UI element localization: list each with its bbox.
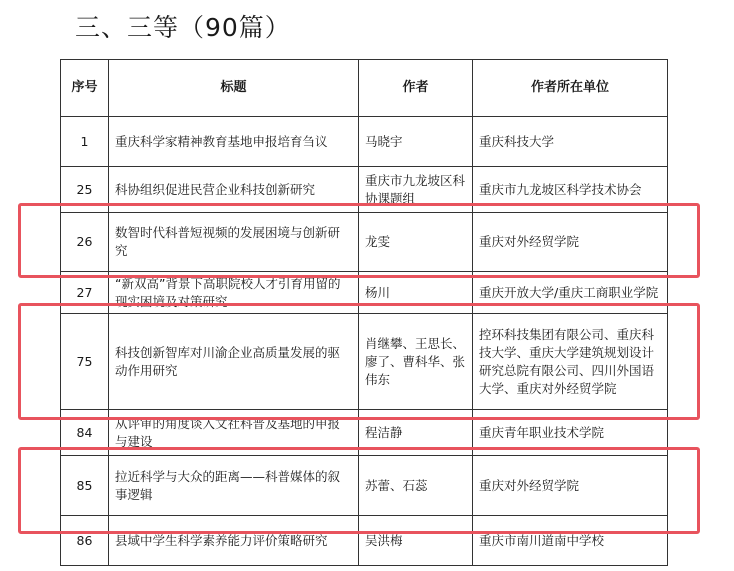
awards-table bbox=[60, 59, 668, 566]
header-title: 标题 bbox=[109, 60, 359, 117]
row-title: 科技创新智库对川渝企业高质量发展的驱动作用研究 bbox=[115, 344, 341, 378]
row-title: “新双高”背景下高职院校人才引育用留的现实困境及对策研究 bbox=[115, 275, 341, 309]
row-num: 86 bbox=[61, 516, 109, 566]
table-row bbox=[61, 167, 668, 213]
row-org: 重庆对外经贸学院 bbox=[479, 234, 580, 249]
row-author: 程洁静 bbox=[365, 424, 403, 440]
row-num: 26 bbox=[61, 213, 109, 272]
table-row bbox=[61, 213, 668, 272]
header-org: 作者所在单位 bbox=[473, 60, 668, 117]
row-num: 84 bbox=[61, 410, 109, 456]
row-title: 县域中学生科学素养能力评价策略研究 bbox=[115, 532, 328, 548]
row-org: 重庆科技大学 bbox=[479, 133, 555, 149]
row-author: 龙雯 bbox=[365, 234, 391, 249]
table-row bbox=[61, 456, 668, 516]
row-num: 75 bbox=[61, 314, 109, 410]
row-author: 吴洪梅 bbox=[365, 532, 403, 548]
table-row bbox=[61, 410, 668, 456]
table-header-row bbox=[61, 60, 668, 117]
row-title: 数智时代科普短视频的发展困境与创新研究 bbox=[115, 225, 341, 258]
row-org: 重庆市九龙坡区科学技术协会 bbox=[479, 181, 642, 197]
row-author: 苏蕾、石蕊 bbox=[365, 477, 428, 493]
header-author: 作者 bbox=[359, 60, 473, 117]
row-org: 重庆对外经贸学院 bbox=[479, 477, 580, 493]
row-title: 拉近科学与大众的距离——科普媒体的叙事逻辑 bbox=[115, 468, 341, 502]
table-row bbox=[61, 314, 668, 410]
row-title: 从评审的角度谈入文社科普及基地的申报与建设 bbox=[115, 415, 341, 449]
row-title: 科协组织促进民营企业科技创新研究 bbox=[115, 181, 316, 197]
header-num: 序号 bbox=[61, 60, 109, 117]
section-heading: 三、三等（90篇） bbox=[75, 13, 291, 42]
row-num: 27 bbox=[61, 272, 109, 314]
row-author: 肖继攀、王思长、廖了、曹科华、张伟东 bbox=[365, 335, 466, 387]
row-author: 马晓宇 bbox=[365, 133, 403, 149]
row-org: 重庆市南川道南中学校 bbox=[479, 532, 605, 548]
row-num: 1 bbox=[61, 117, 109, 167]
row-org: 重庆开放大学/重庆工商职业学院 bbox=[479, 284, 659, 300]
row-author: 重庆市九龙坡区科协课题组 bbox=[365, 172, 466, 206]
table-row bbox=[61, 516, 668, 566]
table-row bbox=[61, 272, 668, 314]
row-author: 杨川 bbox=[365, 284, 391, 300]
row-org: 控环科技集团有限公司、重庆科技大学、重庆大学建筑规划设计研究总院有限公司、四川外国语大学、重庆对外经贸学院 bbox=[479, 326, 655, 396]
row-title: 重庆科学家精神教育基地申报培育刍议 bbox=[115, 133, 328, 149]
row-num: 85 bbox=[61, 456, 109, 516]
table-row bbox=[61, 117, 668, 167]
row-num: 25 bbox=[61, 167, 109, 213]
row-org: 重庆青年职业技术学院 bbox=[479, 424, 605, 440]
